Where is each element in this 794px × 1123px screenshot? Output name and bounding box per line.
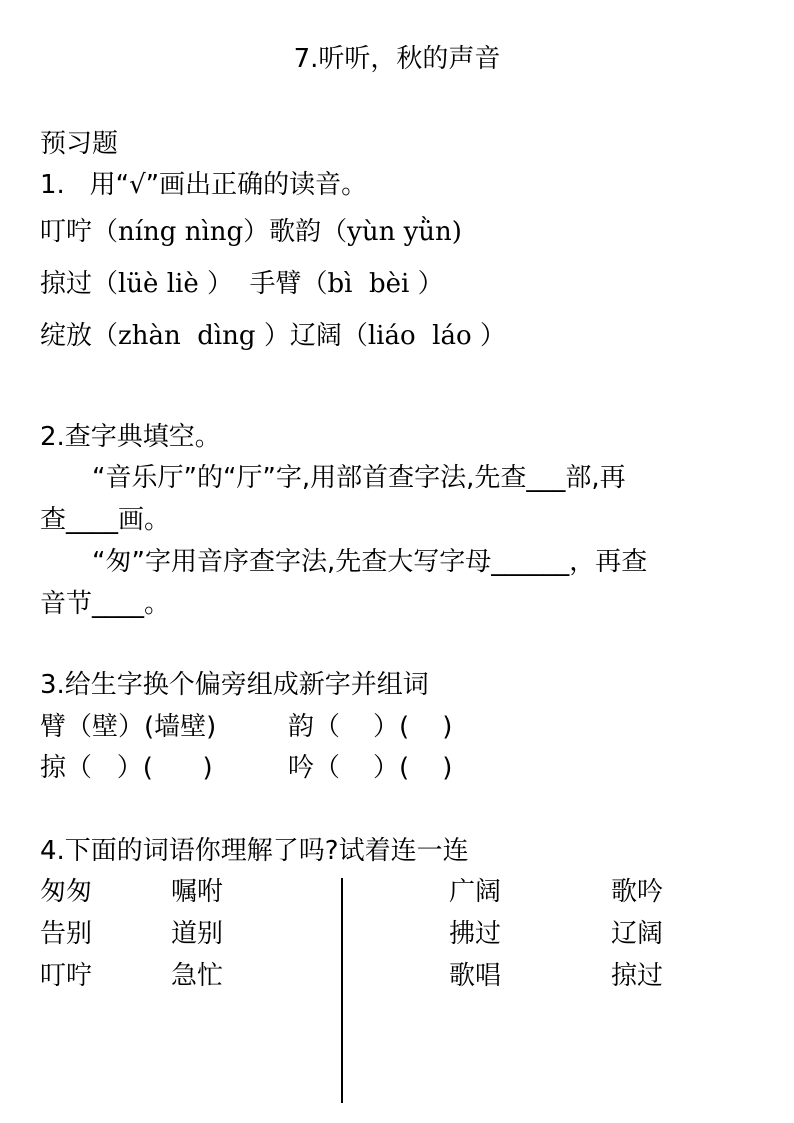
q2-line-4: 音节____。: [40, 589, 171, 619]
q2-prompt: 2.查字典填空。: [40, 422, 221, 452]
page-title: 7.听听，秋的声音: [293, 44, 501, 74]
q1-row-2: 掠过（lüè liè ） 手臂（bì bèi ）: [40, 269, 444, 299]
q4-right-b-3: 掠过: [611, 961, 664, 991]
q4-left-b-1: 嘱咐: [171, 877, 224, 907]
q2-line-1: “音乐厅”的“厅”字,用部首查字法,先查___部,再: [92, 463, 626, 493]
q1-row-1: 叮咛（níng nìng）歌韵（yùn yǜn): [40, 217, 462, 247]
q3-prompt: 3.给生字换个偏旁组成新字并组词: [40, 670, 429, 700]
q4-right-a-1: 广阔: [449, 877, 502, 907]
q1-prompt: 1. 用“√”画出正确的读音。: [40, 170, 368, 200]
preview-heading: 预习题: [40, 129, 119, 159]
q4-left-a-1: 匆匆: [40, 877, 93, 907]
q3-row-1-right: 韵（ ）( ): [288, 712, 453, 742]
column-divider: [341, 878, 343, 1103]
q4-left-a-3: 叮咛: [40, 961, 93, 991]
q4-left-b-3: 急忙: [171, 961, 224, 991]
q3-row-1-left: 臂（壁）(墙壁): [40, 712, 217, 742]
q3-row-2-left: 掠（ ）( ): [40, 753, 213, 783]
q4-left-a-2: 告别: [40, 919, 93, 949]
q4-right-a-3: 歌唱: [449, 961, 502, 991]
q4-right-a-2: 拂过: [449, 919, 502, 949]
q2-line-2: 查____画。: [40, 505, 171, 535]
q4-right-b-2: 辽阔: [611, 919, 664, 949]
q4-left-b-2: 道别: [171, 919, 224, 949]
q4-prompt: 4.下面的词语你理解了吗?试着连一连: [40, 836, 469, 866]
q3-row-2-right: 吟（ ）( ): [288, 753, 453, 783]
q4-right-b-1: 歌吟: [611, 877, 664, 907]
q1-row-3: 绽放（zhàn dìng ）辽阔（liáo láo ）: [40, 321, 506, 351]
q2-line-3: “匆”字用音序查字法,先查大写字母______，再查: [92, 547, 648, 577]
